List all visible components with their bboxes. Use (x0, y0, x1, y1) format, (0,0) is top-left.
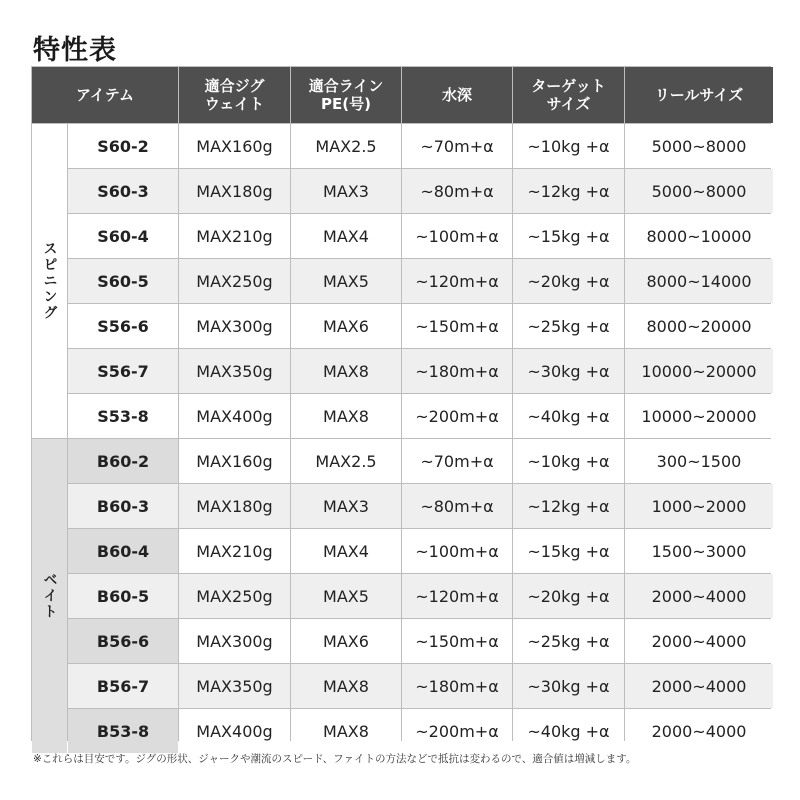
footnote: ※これらは目安です。ジグの形状、ジャークや潮流のスピード、ファイトの方法などで抵抗は変わるので、適合値は増減します。 (33, 753, 637, 765)
category-spinning (32, 124, 67, 438)
table-cell-target: ~15kg +α (513, 214, 624, 258)
table-cell-jig: MAX180g (179, 169, 290, 213)
table-cell-reel: 1000~2000 (625, 484, 773, 528)
table-cell-line: MAX3 (291, 484, 401, 528)
table-cell-target: ~20kg +α (513, 574, 624, 618)
table-cell-jig: MAX160g (179, 124, 290, 168)
table-cell-line: MAX8 (291, 664, 401, 708)
table-cell-depth: ~200m+α (402, 394, 512, 438)
table-cell-name: B56-6 (68, 619, 178, 663)
table-cell-target: ~30kg +α (513, 664, 624, 708)
header-depth (402, 67, 512, 123)
table-cell-jig: MAX180g (179, 484, 290, 528)
table-cell-target: ~10kg +α (513, 439, 624, 483)
table-cell-line: MAX5 (291, 574, 401, 618)
table-cell-reel: 300~1500 (625, 439, 773, 483)
table-cell-jig: MAX210g (179, 529, 290, 573)
table-cell-line: MAX4 (291, 214, 401, 258)
table-cell-reel: 2000~4000 (625, 709, 773, 753)
table-cell-jig: MAX250g (179, 259, 290, 303)
header-line-line1: 適合ライン (308, 77, 384, 95)
category-spinning-label: スピニング (41, 241, 58, 321)
table-cell-name: S53-8 (68, 394, 178, 438)
table-cell-jig: MAX400g (179, 709, 290, 753)
table-cell-name: B60-4 (68, 529, 178, 573)
table-cell-depth: ~70m+α (402, 124, 512, 168)
table-cell-reel: 2000~4000 (625, 619, 773, 663)
table-cell-line: MAX2.5 (291, 124, 401, 168)
header-jig-weight (179, 67, 290, 123)
header-target-line2: サイズ (546, 95, 591, 113)
table-cell-depth: ~150m+α (402, 619, 512, 663)
table-cell-name: S60-2 (68, 124, 178, 168)
table-cell-target: ~30kg +α (513, 349, 624, 393)
table-cell-depth: ~120m+α (402, 259, 512, 303)
header-line (291, 67, 401, 123)
category-bait-label: ベイト (41, 572, 58, 620)
table-cell-target: ~40kg +α (513, 394, 624, 438)
table-cell-jig: MAX350g (179, 349, 290, 393)
table-cell-depth: ~180m+α (402, 664, 512, 708)
table-cell-jig: MAX210g (179, 214, 290, 258)
table-cell-reel: 1500~3000 (625, 529, 773, 573)
table-cell-target: ~25kg +α (513, 304, 624, 348)
table-cell-reel: 10000~20000 (625, 349, 773, 393)
table-cell-name: B60-5 (68, 574, 178, 618)
table-cell-reel: 5000~8000 (625, 124, 773, 168)
table-cell-reel: 2000~4000 (625, 664, 773, 708)
table-cell-depth: ~70m+α (402, 439, 512, 483)
table-cell-depth: ~180m+α (402, 349, 512, 393)
table-cell-jig: MAX350g (179, 664, 290, 708)
header-line-line2: PE(号) (321, 95, 371, 113)
table-cell-jig: MAX300g (179, 304, 290, 348)
table-cell-depth: ~80m+α (402, 169, 512, 213)
table-cell-name: B56-7 (68, 664, 178, 708)
table-cell-reel: 8000~14000 (625, 259, 773, 303)
header-target (513, 67, 624, 123)
table-cell-line: MAX6 (291, 619, 401, 663)
table-cell-reel: 5000~8000 (625, 169, 773, 213)
table-cell-name: B60-2 (68, 439, 178, 483)
table-cell-line: MAX6 (291, 304, 401, 348)
table-cell-target: ~40kg +α (513, 709, 624, 753)
table-cell-name: S60-4 (68, 214, 178, 258)
table-cell-name: S60-5 (68, 259, 178, 303)
header-item (32, 67, 178, 123)
table-cell-name: B60-3 (68, 484, 178, 528)
table-cell-line: MAX8 (291, 349, 401, 393)
table-cell-line: MAX3 (291, 169, 401, 213)
table-cell-depth: ~120m+α (402, 574, 512, 618)
table-cell-depth: ~150m+α (402, 304, 512, 348)
table-cell-line: MAX5 (291, 259, 401, 303)
table-cell-target: ~12kg +α (513, 169, 624, 213)
table-cell-jig: MAX300g (179, 619, 290, 663)
table-cell-jig: MAX160g (179, 439, 290, 483)
table-cell-target: ~15kg +α (513, 529, 624, 573)
page-title: 特性表 (33, 35, 117, 66)
table-cell-target: ~12kg +α (513, 484, 624, 528)
header-reel-label: リールサイズ (654, 86, 744, 104)
table-cell-line: MAX2.5 (291, 439, 401, 483)
header-reel (625, 67, 773, 123)
header-target-line1: ターゲット (531, 77, 606, 95)
table-cell-reel: 8000~20000 (625, 304, 773, 348)
table-cell-depth: ~100m+α (402, 529, 512, 573)
spec-table (31, 66, 771, 741)
table-cell-reel: 2000~4000 (625, 574, 773, 618)
table-cell-target: ~10kg +α (513, 124, 624, 168)
table-cell-name: S60-3 (68, 169, 178, 213)
header-jig-weight-line2: ウェイト (204, 95, 265, 113)
header-depth-label: 水深 (441, 86, 472, 104)
table-cell-target: ~20kg +α (513, 259, 624, 303)
table-cell-line: MAX4 (291, 529, 401, 573)
table-cell-line: MAX8 (291, 709, 401, 753)
table-cell-name: S56-6 (68, 304, 178, 348)
table-cell-name: S56-7 (68, 349, 178, 393)
header-jig-weight-line1: 適合ジグ (204, 77, 265, 95)
table-cell-depth: ~80m+α (402, 484, 512, 528)
table-cell-depth: ~200m+α (402, 709, 512, 753)
table-cell-target: ~25kg +α (513, 619, 624, 663)
table-cell-line: MAX8 (291, 394, 401, 438)
table-cell-jig: MAX400g (179, 394, 290, 438)
table-cell-reel: 10000~20000 (625, 394, 773, 438)
table-cell-name: B53-8 (68, 709, 178, 753)
table-cell-depth: ~100m+α (402, 214, 512, 258)
table-cell-reel: 8000~10000 (625, 214, 773, 258)
table-cell-jig: MAX250g (179, 574, 290, 618)
header-item-label: アイテム (76, 86, 134, 104)
category-bait (32, 439, 67, 753)
